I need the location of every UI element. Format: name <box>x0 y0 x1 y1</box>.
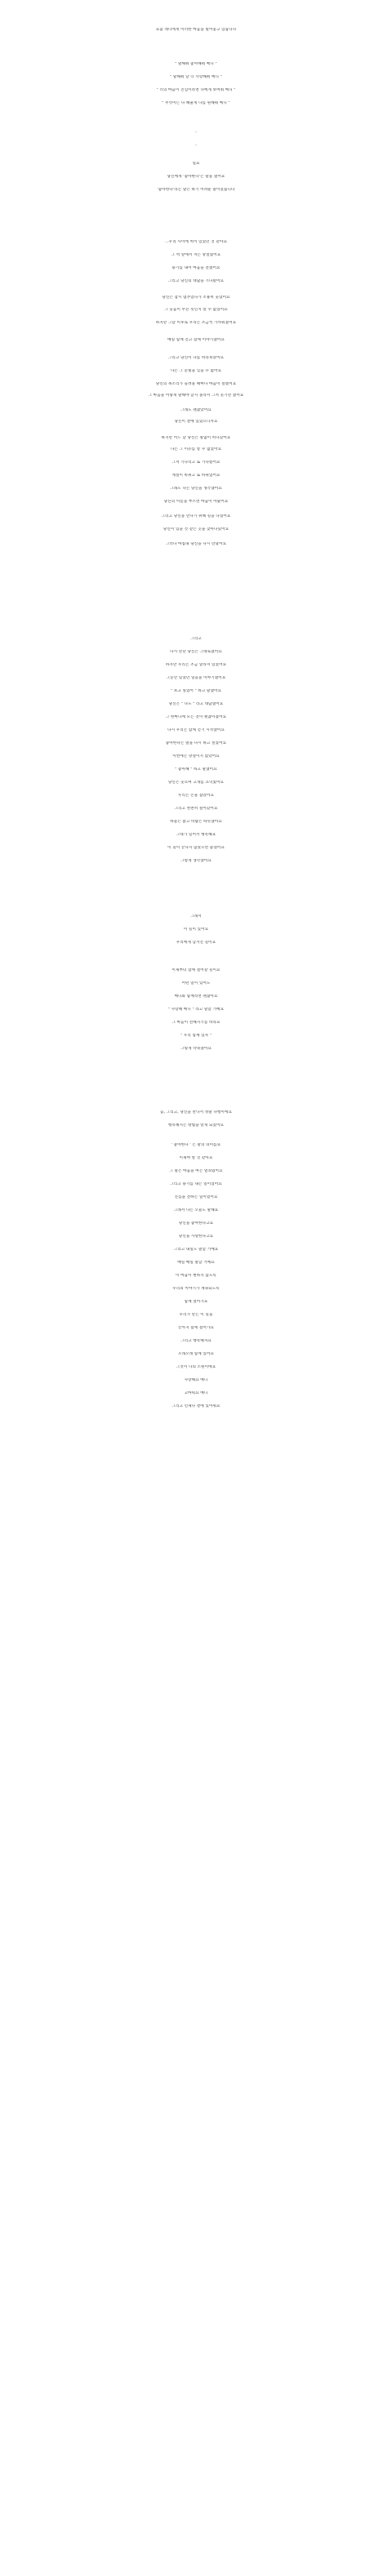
text-line: " 사랑해 베니 " 라고 말할 거예요 <box>167 1008 225 1012</box>
text-line: 하지만 어느 날 당신은 말없이 떠나갔어요 <box>161 436 231 440</box>
text-line: 그래서 나는 오늘도 말해요 <box>173 1208 219 1212</box>
text-line: 계절이 바뀌고 또 바뀌었어요 <box>172 474 220 478</box>
text-line: 하늘은 맑고 바람은 따뜻했어요 <box>170 820 222 824</box>
text-line: 용기를 내어 마음을 전했어요 <box>172 266 220 270</box>
text-line: · <box>194 131 197 136</box>
text-line: '좋아한다'라는 말은 하기 어려운 말이었습니다 <box>157 188 235 192</box>
text-line: 그대가 있어서 행복해요 <box>176 833 216 837</box>
text-line: 당신을 사랑한다고요 <box>178 1235 214 1239</box>
text-line: 당신의 목소리가 들려올 때마다 마음이 설렜어요 <box>155 382 237 386</box>
text-line: ...우리 사이에 벽이 있었던 것 같아요 <box>164 240 227 244</box>
text-line: 그래도 나는 당신을 생각했어요 <box>170 487 222 491</box>
text-line: 우리는 손을 잡았어요 <box>178 794 214 798</box>
text-line: 이 길이 끝나지 않았으면 좋겠어요 <box>167 846 225 850</box>
text-line: 당신이 곁에 있었으니까요 <box>174 420 218 424</box>
text-line: 행복해지는 방법을 알게 되었어요 <box>167 1123 225 1128</box>
text-line: 그리고 당신을 만나기 위해 길을 나섰어요 <box>161 514 231 518</box>
text-line: 그리고 용기를 내는 일이었어요 <box>170 1182 222 1186</box>
text-line: " 말해줘 좋아해줘 베니 " <box>175 62 217 66</box>
text-line: 나는 그 눈빛을 잊을 수 없어요 <box>170 369 222 373</box>
text-line: 끝까지 함께 걸어가요 <box>178 1326 214 1330</box>
text-line: 그 웃음이 무슨 뜻인지 알 수 없었어요 <box>164 308 228 312</box>
text-line: " 말해줘 날 더 사랑해줘 베니 " <box>170 75 222 79</box>
text-line: 그리고 내일도 말할 거예요 <box>173 1248 219 1252</box>
text-line: 진심을 전하는 일이었어요 <box>174 1195 218 1199</box>
text-line: 우리의 이야기가 계속되도록 <box>172 1287 220 1291</box>
text-line: 그 마음이 전해지기를 바라요 <box>172 1021 220 1025</box>
text-line: 당신은 잠시 멈추었다가 조용히 웃었어요 <box>162 296 230 300</box>
text-line: 당신은 " 나도 " 라고 대답했어요 <box>168 702 224 706</box>
text-line: 어떤 일이 있어도 <box>181 981 211 985</box>
text-line: 당신은 웃으며 고개를 끄덕였어요 <box>167 781 225 785</box>
text-line: 그리고 <box>190 637 202 641</box>
text-line: 그 말은 마음을 여는 열쇠였어요 <box>169 1169 223 1173</box>
text-line: 음, 그리고, 당신을 만나서 정말 다행이에요 <box>159 1110 233 1114</box>
text-line: 이번에는 망설이지 않았어요 <box>172 754 220 759</box>
text-line: 그렇게 생각했어요 <box>180 859 212 863</box>
text-line: 우리에게 남겨진 길이요 <box>176 941 216 945</box>
text-line: 그리고 천천히 걸어갔어요 <box>174 807 218 811</box>
text-line: " 좋아해 " 하고 말했어요 <box>175 767 217 772</box>
text-line: · <box>194 144 197 149</box>
text-line: 당신에게 '좋아한다'는 말을 했어요 <box>167 175 225 179</box>
text-line: " 우리 함께 있자 " <box>180 1034 212 1038</box>
text-line: 당신의 이름을 부르면 마음이 아팠어요 <box>163 500 229 504</box>
text-line: 그것이 나의 소원이에요 <box>176 1365 216 1369</box>
text-line: 그 한마디에 모든 것이 괜찮아졌어요 <box>165 715 227 719</box>
text-line: 그리고 행복해져요 <box>180 1339 212 1343</box>
text-line: 그리고 당신의 대답을 기다렸어요 <box>167 279 225 283</box>
text-line: 함께 걸어가요 <box>184 1300 208 1304</box>
text-line: 요즘 레니에게 이러한 마음을 털어놓고 있습니다 <box>155 28 237 32</box>
text-line: 다시 우리는 함께 걷기 시작했어요 <box>167 728 225 732</box>
text-line: ' 좋아한다 ' 는 말의 의미를요 <box>171 1143 221 1147</box>
text-line: 그 벽 앞에서 저는 망설였어요 <box>171 253 221 257</box>
text-line: 그래도 괜찮았어요 <box>180 408 212 412</box>
text-line: 오래오래 함께 있어요 <box>178 1352 214 1356</box>
text-line: 이 길이 있어요 <box>183 928 209 932</box>
text-line: 하지만 그날 이후로 우리는 조금씩 가까워졌어요 <box>155 321 237 325</box>
text-line: 이 마음이 변하지 않도록 <box>175 1274 217 1278</box>
text-line: " 너의 마음이 진심이라면 나에게 보여줘 베니 " <box>156 88 236 92</box>
text-line: 매일 매일 말할 거예요 <box>177 1261 215 1265</box>
text-line: 그러다 마침내 당신을 다시 만났어요 <box>165 542 227 546</box>
text-line: 그리고 언제나 곁에 있어줘요 <box>172 1404 220 1408</box>
text-line: 우리가 만든 이 길을 <box>179 1313 213 1317</box>
text-line: 나는 그 이유를 알 수 없었어요 <box>170 447 222 452</box>
text-line: 매일 함께 걷고 함께 이야기했어요 <box>167 338 225 342</box>
text-line: 그래서 <box>190 914 202 919</box>
text-line: 그렇게 약속했어요 <box>180 1047 212 1051</box>
text-line: 그동안 있었던 일들을 이야기했어요 <box>166 676 226 680</box>
text-line: 이제부터 함께 걸어갈 길이요 <box>172 968 220 972</box>
text-line: 하지만 우리는 조금 달라져 있었어요 <box>165 663 227 667</box>
text-line: 그저 기다리고 또 기다렸어요 <box>172 460 220 465</box>
text-line: 베니와 함께라면 괜찮아요 <box>174 994 218 999</box>
text-line: 다시 만난 당신은 그대로였어요 <box>170 650 222 654</box>
text-line: 좋아한다는 말을 다시 하고 싶었어요 <box>165 741 227 745</box>
text-line: " 무엇이든 다 해줄게 나를 원해줘 베니 " <box>162 101 230 105</box>
text-line: 사랑해요 베니 <box>184 1378 208 1382</box>
text-line: 이제야 알 것 같아요 <box>179 1156 213 1160</box>
text-line: " 보고 싶었어 " 하고 말했어요 <box>170 689 222 693</box>
text-line: 일요 <box>192 162 200 166</box>
text-line: 그리고 당신이 나를 바라보았어요 <box>167 356 225 360</box>
text-line: 당신을 좋아한다고요 <box>178 1221 214 1226</box>
text-line: 그 마음을 어떻게 말해야 할지 몰라서 그저 웃기만 했어요 <box>148 394 244 398</box>
text-line: 고마워요 베니 <box>184 1391 208 1395</box>
text-line: 당신이 있을 것 같은 곳을 찾아다녔어요 <box>163 527 229 532</box>
